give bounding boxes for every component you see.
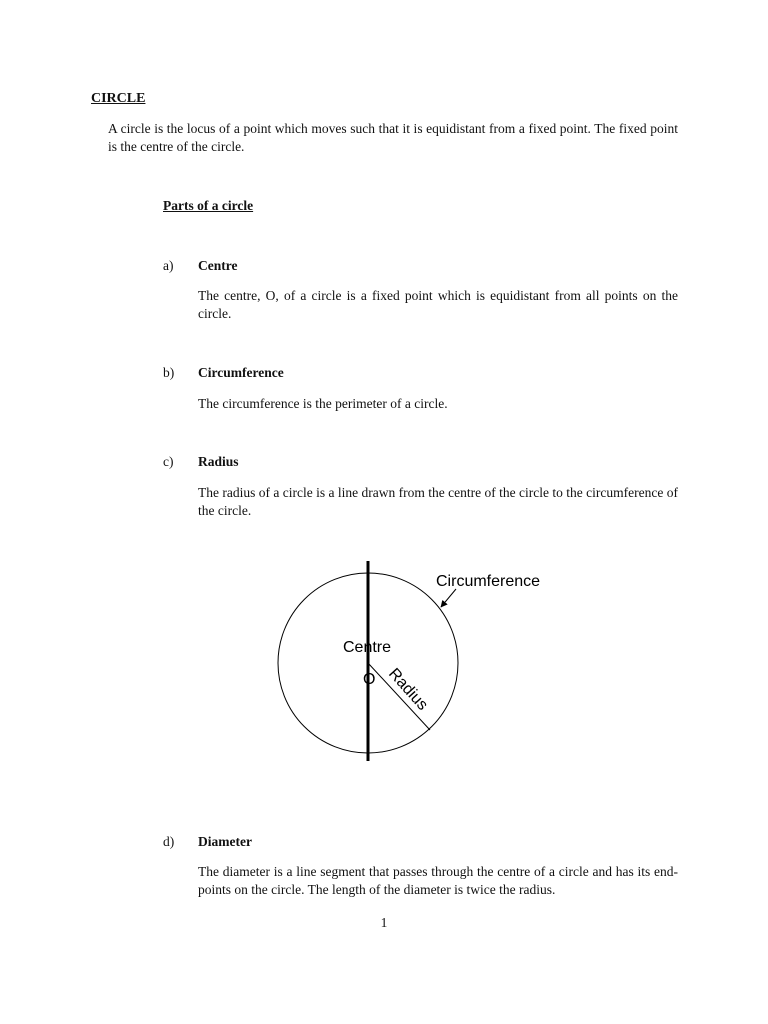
item-marker-a: a)	[163, 258, 174, 273]
item-term-circumference: Circumference	[198, 365, 284, 380]
label-circumference: Circumference	[436, 573, 541, 590]
item-marker-c: c)	[163, 454, 174, 469]
page-number: 1	[380, 915, 388, 930]
intro-paragraph: A circle is the locus of a point which moves such that it is equidistant from a fixed point. The fixed point is the centre of the circle.	[108, 121, 678, 154]
item-term-radius: Radius	[198, 454, 239, 469]
item-desc-centre: The centre, O, of a circle is a fixed point which is equidistant from all points on the circle.	[198, 288, 678, 321]
item-marker-d: d)	[163, 834, 175, 849]
section-heading: Parts of a circle	[163, 198, 254, 213]
label-centre: Centre	[343, 639, 392, 656]
item-desc-circumference: The circumference is the perimeter of a circle.	[198, 396, 448, 411]
document-title: CIRCLE	[91, 91, 146, 106]
circumference-arrow	[441, 589, 456, 607]
item-desc-diameter: The diameter is a line segment that passes through the centre of a circle and has its end-points on the circle. The length of the diameter is twice the radius.	[198, 864, 678, 897]
item-marker-b: b)	[163, 365, 175, 380]
item-term-diameter: Diameter	[198, 834, 252, 849]
label-radius: Radius	[385, 665, 431, 714]
item-desc-radius: The radius of a circle is a line drawn from the centre of the circle to the circumference of the circle.	[198, 485, 678, 518]
label-o: O	[363, 671, 376, 688]
item-term-centre: Centre	[198, 258, 238, 273]
